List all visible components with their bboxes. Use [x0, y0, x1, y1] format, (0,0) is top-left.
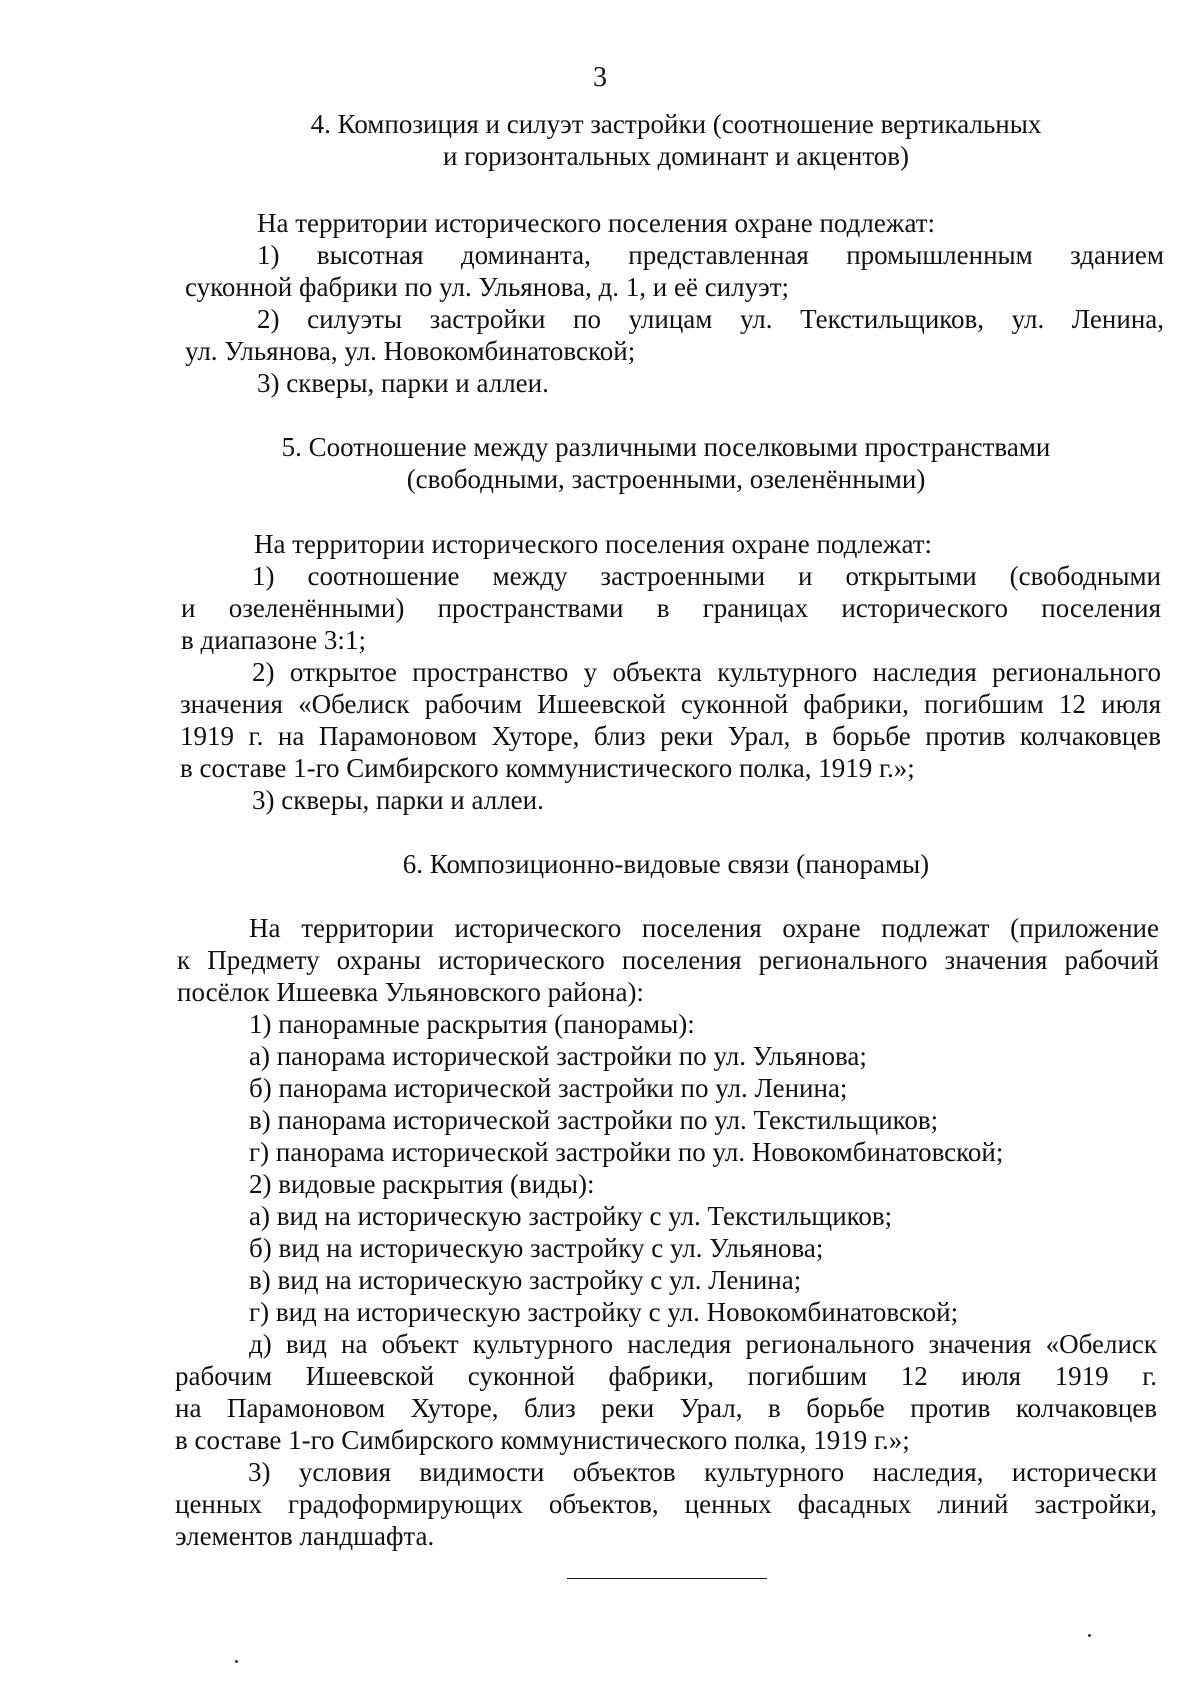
section-5-heading-line-1: 5. Соотношение между различными поселковыми пространствами [281, 432, 1051, 462]
section-5-item-1-line-2: и озеленёнными) пространствами в границах исторического поселения [181, 593, 1161, 623]
section-6-item-2a: а) вид на историческую застройку с ул. Текстильщиков; [249, 1201, 893, 1231]
section-4-item-2-line-2: ул. Ульянова, ул. Новокомбинатовской; [185, 336, 636, 366]
section-4-item-1-line-2: суконной фабрики по ул. Ульянова, д. 1, и её силуэт; [185, 272, 789, 302]
section-4-item-2-line-1: 2) силуэты застройки по улицам ул. Текстильщиков, ул. Ленина, [257, 304, 1164, 334]
section-4-intro: На территории исторического поселения охране подлежат: [257, 208, 936, 238]
section-6-intro-line-3: посёлок Ишеевка Ульяновского района): [177, 977, 644, 1007]
section-5-item-2-line-4: в составе 1-го Симбирского коммунистического полка, 1919 г.»; [180, 753, 915, 783]
section-5-intro: На территории исторического поселения охране подлежат: [254, 529, 933, 559]
section-5-item-1-line-1: 1) соотношение между застроенными и открытыми (свободными [252, 561, 1161, 591]
section-4-heading-line-1: 4. Композиция и силуэт застройки (соотношение вертикальных [310, 109, 1042, 139]
section-5-item-2-line-2: значения «Обелиск рабочим Ишеевской суконной фабрики, погибшим 12 июля [180, 689, 1161, 719]
scan-speck [235, 1660, 238, 1663]
section-6-item-2d: г) вид на историческую застройку с ул. Новокомбинатовской; [249, 1297, 959, 1327]
page-number: 3 [593, 62, 607, 93]
section-6-intro-line-2: к Предмету охраны исторического поселения регионального значения рабочий [177, 945, 1159, 975]
section-6-item-2: 2) видовые раскрытия (виды): [249, 1169, 595, 1199]
section-6-item-2e-line-3: на Парамоновом Хуторе, близ реки Урал, в борьбе против колчаковцев [175, 1393, 1157, 1423]
section-6-item-3-line-1: 3) условия видимости объектов культурного наследия, исторически [248, 1457, 1157, 1487]
section-6-item-1b: б) панорама исторической застройки по ул. Ленина; [249, 1073, 848, 1103]
section-4-heading-line-2: и горизонтальных доминант и акцентов) [442, 141, 910, 171]
section-6-item-2e-line-2: рабочим Ишеевской суконной фабрики, погибшим 12 июля 1919 г. [175, 1361, 1157, 1391]
section-6-item-2e-line-1: д) вид на объект культурного наследия регионального значения «Обелиск [249, 1329, 1157, 1359]
section-6-item-2b: б) вид на историческую застройку с ул. Ульянова; [249, 1233, 824, 1263]
section-5-item-1-line-3: в диапазоне 3:1; [181, 625, 366, 655]
section-6-item-3-line-2: ценных градоформирующих объектов, ценных фасадных линий застройки, [175, 1489, 1157, 1519]
section-6-item-2e-line-4: в составе 1-го Симбирского коммунистического полка, 1919 г.»; [175, 1425, 910, 1455]
section-4-item-3: 3) скверы, парки и аллеи. [257, 368, 549, 398]
section-4-item-1-line-1: 1) высотная доминанта, представленная промышленным зданием [257, 240, 1164, 270]
section-5-heading-line-2: (свободными, застроенными, озеленёнными) [406, 464, 926, 494]
section-6-item-3-line-3: элементов ландшафта. [175, 1521, 435, 1551]
section-6-item-1a: а) панорама исторической застройки по ул. Ульянова; [249, 1041, 867, 1071]
section-6-item-1c: в) панорама исторической застройки по ул. Текстильщиков; [249, 1105, 939, 1135]
section-6-item-1: 1) панорамные раскрытия (панорамы): [249, 1009, 695, 1039]
scan-speck [1088, 1634, 1091, 1637]
section-6-item-1d: г) панорама исторической застройки по ул. Новокомбинатовской; [249, 1137, 1004, 1167]
section-6-heading: 6. Композиционно-видовые связи (панорамы) [402, 849, 930, 879]
end-rule [567, 1578, 767, 1579]
section-6-item-2c: в) вид на историческую застройку с ул. Ленина; [249, 1265, 802, 1295]
section-5-item-3: 3) скверы, парки и аллеи. [252, 785, 544, 815]
section-5-item-2-line-1: 2) открытое пространство у объекта культурного наследия регионального [252, 657, 1161, 687]
section-5-item-2-line-3: 1919 г. на Парамоновом Хуторе, близ реки Урал, в борьбе против колчаковцев [180, 721, 1161, 751]
section-6-intro-line-1: На территории исторического поселения охране подлежат (приложение [249, 913, 1159, 943]
